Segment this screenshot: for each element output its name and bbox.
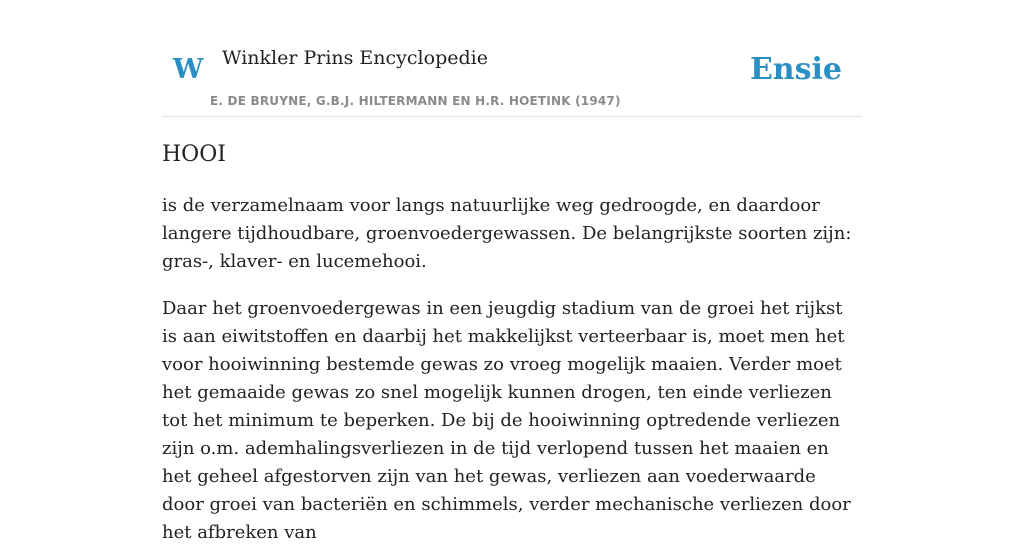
publication-title[interactable]: Winkler Prins Encyclopedie [222,47,488,69]
publication-logo-icon[interactable]: W [173,54,204,85]
article-content [162,138,862,547]
publication-authors: E. DE BRUYNE, G.B.J. HILTERMANN EN H.R. HOETINK (1947) [210,94,621,108]
article-paragraph: is de verzamelnaam voor langs natuurlijke weg gedroogde, en daardoor langere tijdhoudbare, groenvoedergewassen. De belangrijkste soorten zijn: gras-, klaver- en lucemehooi. [162,195,852,272]
brand-logo[interactable]: Ensie [749,52,842,87]
article-paragraph: Daar het groenvoedergewas in een jeugdig stadium van de groei het rijkst is aan eiwitstoffen en daarbij het makkelijkst verteerbaar is, moet men het voor hooiwinning bestemde gewas zo vroeg mogelijk maaien. Verder moet het gemaaide gewas zo snel mogelijk kunnen drogen, ten einde verliezen tot het minimum te beperken. De bij de hooiwinning optredende verliezen zijn o.m. ademhalingsverliezen in de tijd verlopend tussen het maaien en het geheel afgestorven zijn van het gewas, verliezen aan voederwaarde door groei van bacteriën en schimmels, verder mechanische verliezen door het afbreken van [162,298,851,543]
site-header [162,0,862,117]
article-title: HOOI [162,142,226,167]
